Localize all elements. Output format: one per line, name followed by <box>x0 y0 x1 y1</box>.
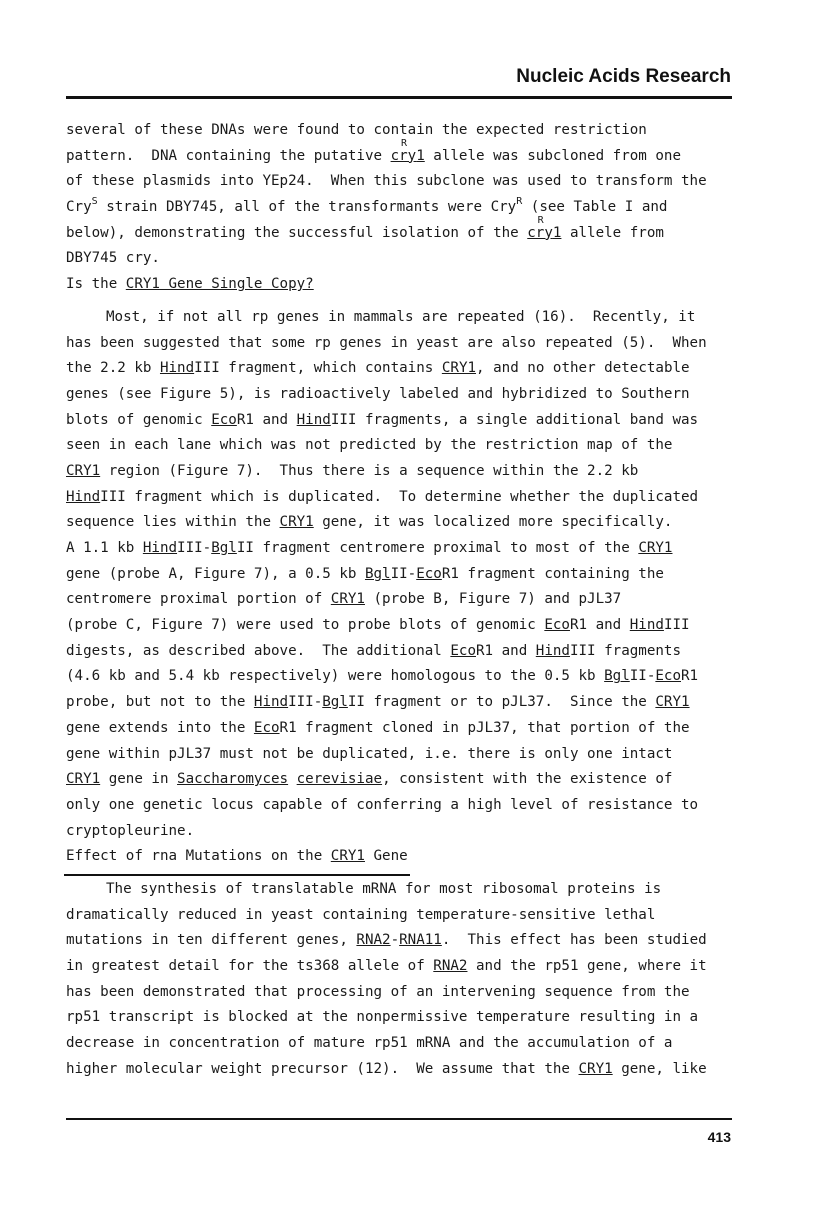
text-line: decrease in concentration of mature rp51 mRNA and the accumulation of a <box>66 1035 673 1052</box>
text-line: HindIII fragment which is duplicated. To determine whether the duplicated <box>66 488 699 505</box>
text-line: (4.6 kb and 5.4 kb respectively) were homologous to the 0.5 kb BglII-EcoR1 <box>66 668 699 685</box>
section-heading: Effect of rna Mutations on the CRY1 Gene <box>66 848 408 865</box>
text-line: higher molecular weight precursor (12). We assume that the CRY1 gene, like <box>66 1060 707 1077</box>
text-line: probe, but not to the HindIII-BglII fragment or to pJL37. Since the CRY1 <box>66 694 690 711</box>
journal-title: Nucleic Acids Research <box>516 66 731 87</box>
text-line: pattern. DNA containing the putative cry R 1 allele was subcloned from one <box>66 137 682 164</box>
footer-rule <box>66 1118 732 1120</box>
text-line: digests, as described above. The additional EcoR1 and HindIII fragments <box>66 642 682 659</box>
text-line: A 1.1 kb HindIII-BglII fragment centromere proximal to most of the CRY1 <box>66 540 673 556</box>
page-number: 413 <box>707 1129 731 1145</box>
heading-rule <box>64 874 410 876</box>
text-line: DBY745 cry. <box>66 250 160 267</box>
text-line: blots of genomic EcoR1 and HindIII fragments, a single additional band was <box>66 411 699 428</box>
text-line: sequence lies within the CRY1 gene, it was localized more specifically. <box>66 514 673 531</box>
text-line: has been suggested that some rp genes in yeast are also repeated (5). When <box>66 334 707 351</box>
text-line: rp51 transcript is blocked at the nonpermissive temperature resulting in a <box>66 1009 699 1026</box>
text-line: CRY1 gene in Saccharomyces cerevisiae, consistent with the existence of <box>66 771 673 788</box>
text-line: cryptopleurine. <box>66 822 195 839</box>
text-line: genes (see Figure 5), is radioactively labeled and hybridized to Southern <box>66 385 690 402</box>
text-line: only one genetic locus capable of conferring a high level of resistance to <box>66 796 699 813</box>
text-line: has been demonstrated that processing of an intervening sequence from the <box>66 983 690 1000</box>
text-line: dramatically reduced in yeast containing temperature-sensitive lethal <box>66 906 656 923</box>
text-line: Cry$^S$ strain DBY745, all of the transformants were Cry$^R$ (see Table I and <box>66 196 668 216</box>
text-line: mutations in ten different genes, RNA2-RNA11. This effect has been studied <box>66 932 707 949</box>
text-line: gene within pJL37 must not be duplicated, i.e. there is only one intact <box>66 745 673 762</box>
text-line: several of these DNAs were found to contain the expected restriction <box>66 122 647 138</box>
body-text <box>66 118 746 1082</box>
text-line: seen in each lane which was not predicted by the restriction map of the <box>66 437 673 454</box>
text-line: the 2.2 kb HindIII fragment, which contains CRY1, and no other detectable <box>66 360 690 377</box>
text-line: of these plasmids into YEp24. When this subclone was used to transform the <box>66 173 707 190</box>
text-line: The synthesis of translatable mRNA for most ribosomal proteins is <box>106 880 662 897</box>
section-heading: Is the CRY1 Gene Single Copy? <box>66 276 314 293</box>
text-line: (probe C, Figure 7) were used to probe blots of genomic EcoR1 and HindIII <box>66 617 690 634</box>
text-line: Most, if not all rp genes in mammals are repeated (16). Recently, it <box>106 308 696 325</box>
text-line: gene extends into the EcoR1 fragment cloned in pJL37, that portion of the <box>66 719 690 736</box>
text-line: in greatest detail for the ts368 allele of RNA2 and the rp51 gene, where it <box>66 958 707 974</box>
text-line: CRY1 region (Figure 7). Thus there is a sequence within the 2.2 kb <box>66 462 639 479</box>
text-line: centromere proximal portion of CRY1 (probe B, Figure 7) and pJL37 <box>66 591 622 608</box>
text-line: below), demonstrating the successful isolation of the cry R 1 allele from <box>66 214 664 241</box>
text-line: gene (probe A, Figure 7), a 0.5 kb BglII-EcoR1 fragment containing the <box>66 565 664 582</box>
header-rule <box>66 96 732 99</box>
